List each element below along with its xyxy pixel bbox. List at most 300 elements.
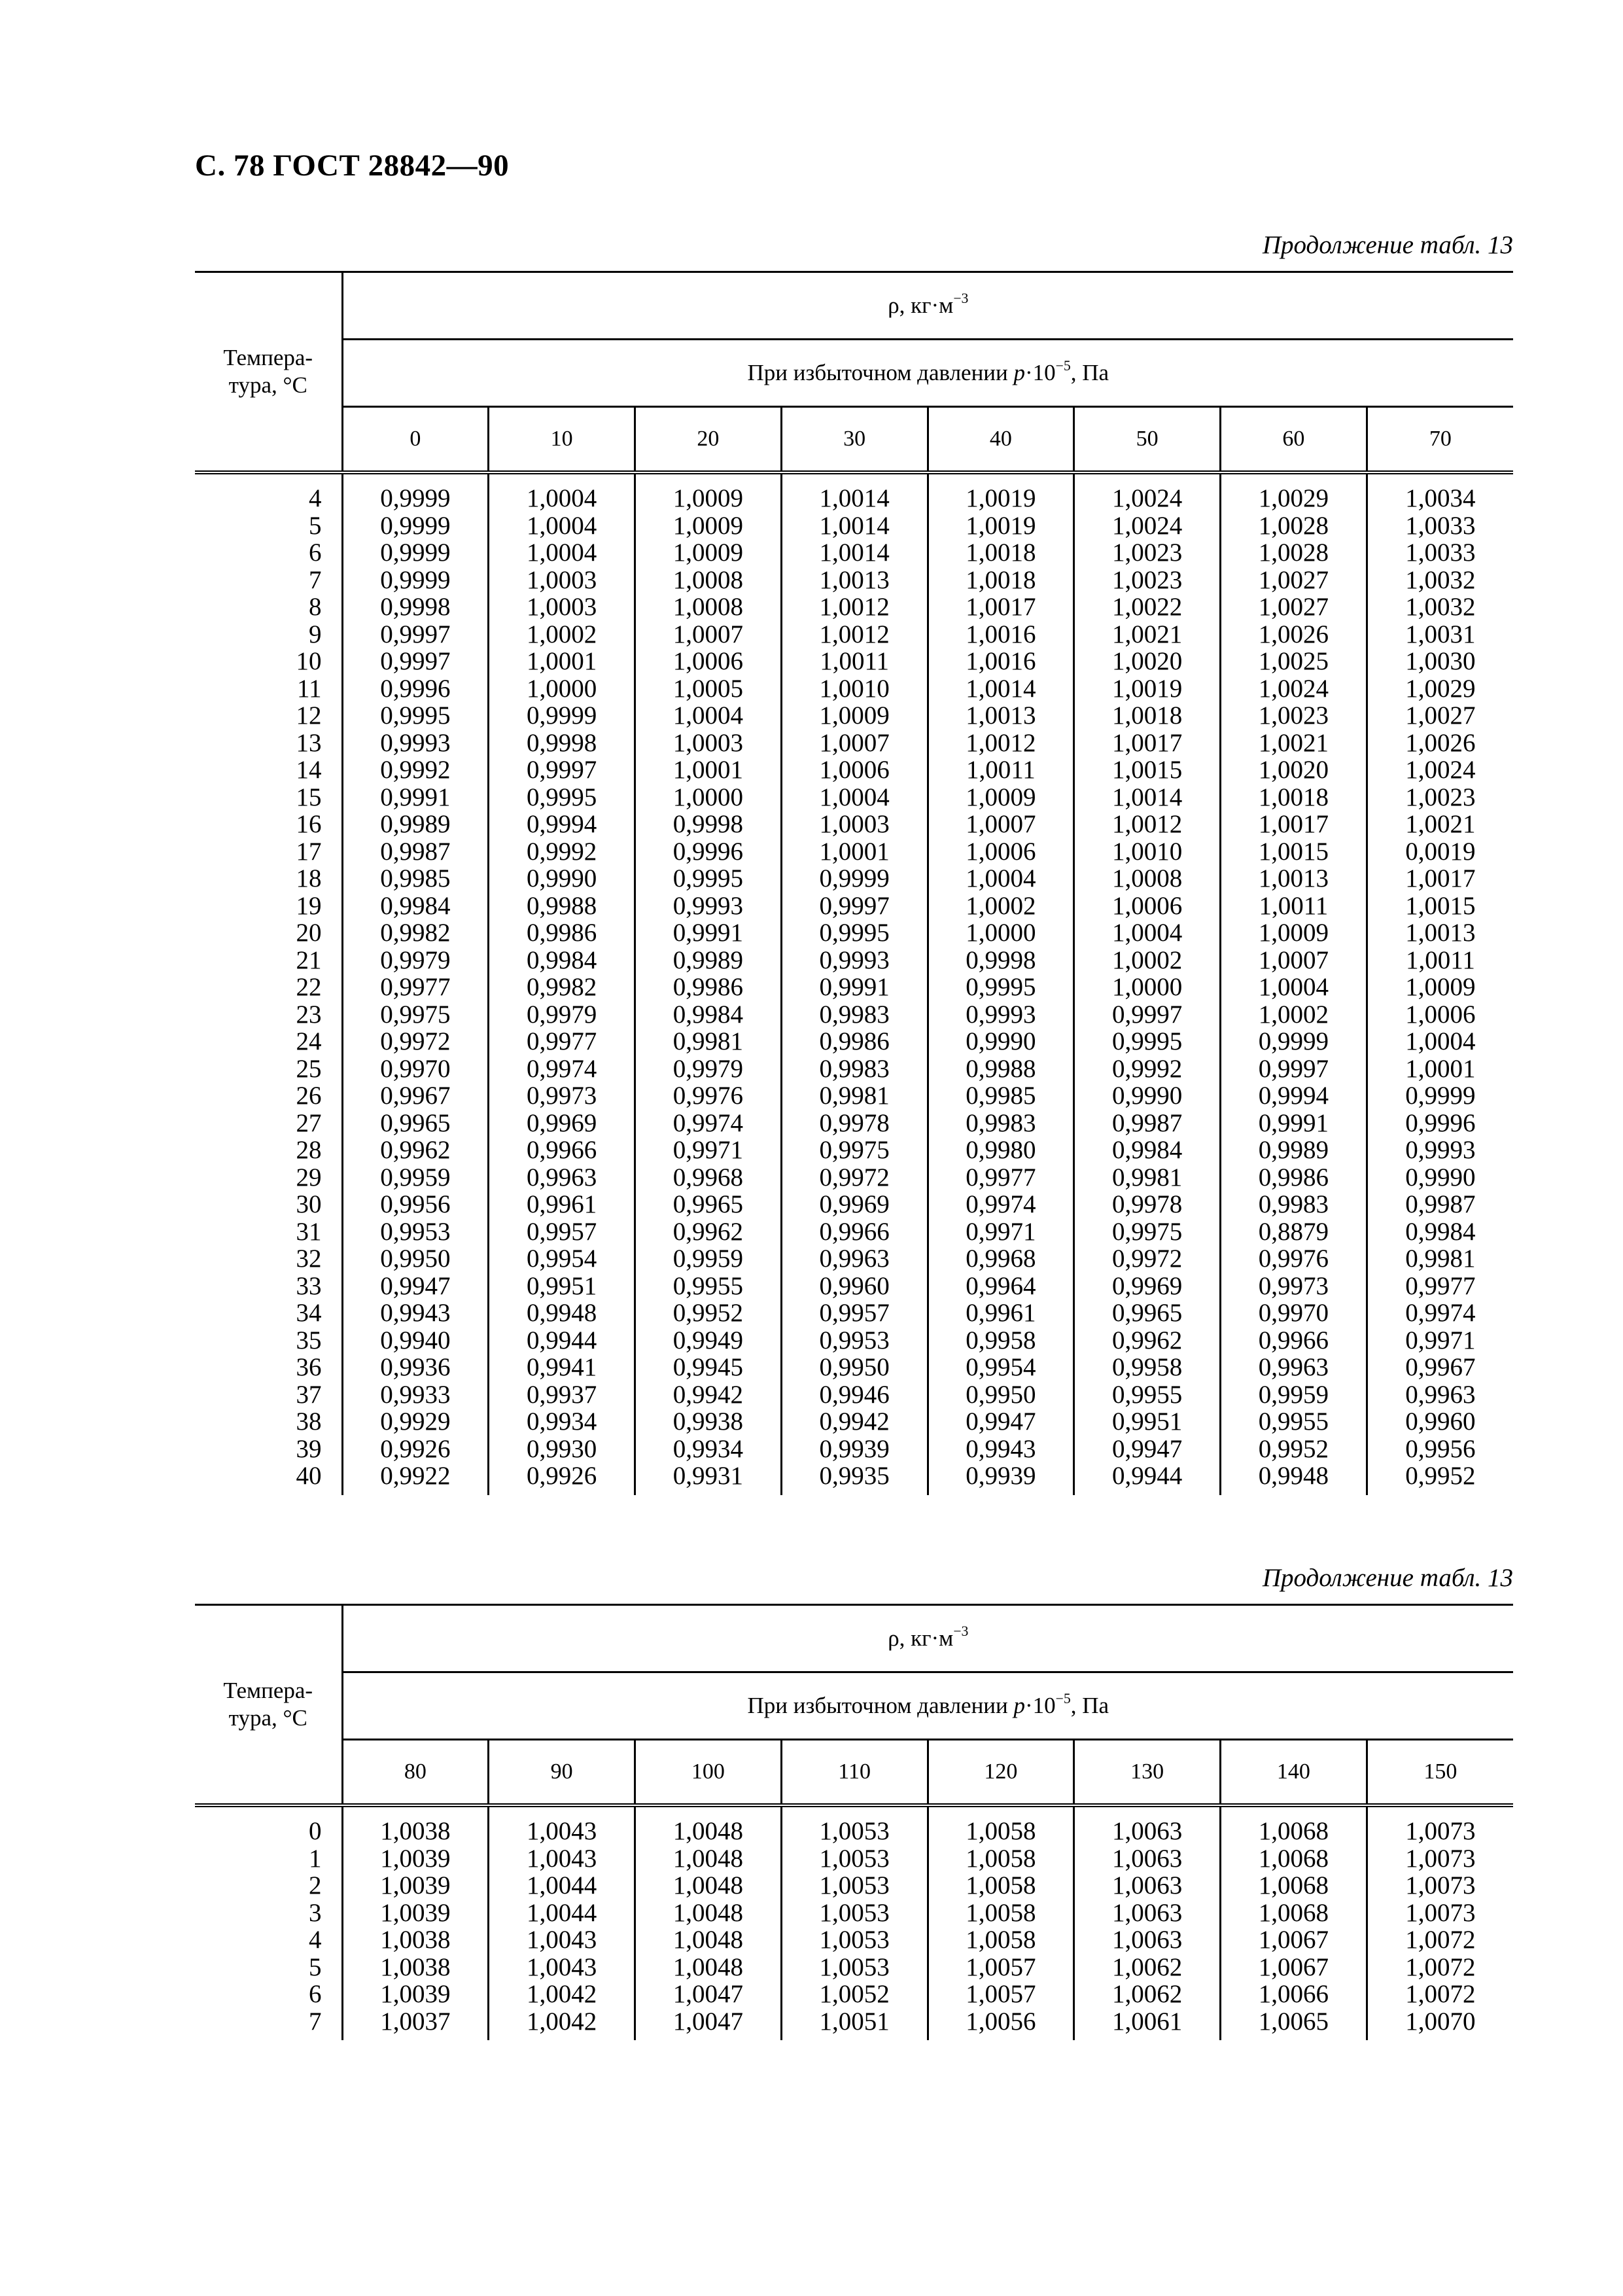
- density-cell: 1,0057: [928, 1981, 1074, 2008]
- density-cell: 1,0006: [928, 838, 1074, 866]
- density-cell: 0,9981: [1405, 1245, 1476, 1273]
- density-cell: 0,9951: [489, 1273, 635, 1300]
- density-cell: 0,9998: [928, 947, 1074, 974]
- density-cell: 1,0068: [1221, 1805, 1367, 1845]
- density-cell: 1,0048: [635, 1954, 782, 1981]
- temperature-header-line1: Темпера-: [223, 345, 313, 370]
- density-cell: 1,0022: [1074, 593, 1221, 621]
- table-row: [195, 1218, 1513, 1246]
- temperature-cell: 20: [195, 919, 342, 947]
- table-row: [195, 1436, 1513, 1463]
- temperature-cell: 7: [195, 2008, 342, 2041]
- density-cell: 1,0023: [1074, 567, 1221, 594]
- temperature-header: [195, 1605, 342, 1806]
- table-row: [195, 838, 1513, 866]
- density-cell: 1,0021: [1221, 730, 1367, 757]
- density-cell: 0,9997: [489, 756, 635, 784]
- density-cell: 0,9981: [635, 1028, 782, 1055]
- density-cell: 0,9957: [781, 1299, 928, 1327]
- temperature-cell: 30: [195, 1191, 342, 1218]
- table-row: [195, 1805, 1513, 1845]
- density-cell: 1,0014: [781, 472, 928, 512]
- density-cell: 1,0032: [1405, 593, 1476, 621]
- density-cell: 1,0053: [781, 1954, 928, 1981]
- density-cell: 0,9963: [1221, 1354, 1367, 1381]
- pressure-column-header: 140: [1221, 1740, 1367, 1806]
- density-cell: 1,0008: [1074, 865, 1221, 892]
- table-row: [195, 730, 1513, 757]
- density-cell: 1,0072: [1405, 1952, 1476, 1981]
- temperature-cell: 22: [195, 974, 342, 1001]
- density-cell: 1,0001: [781, 838, 928, 866]
- density-cell: 0,9995: [342, 702, 489, 730]
- temperature-header-line2: тура, °С: [228, 1705, 307, 1731]
- density-cell: 0,9993: [342, 730, 489, 757]
- density-cell: 1,0048: [635, 1872, 782, 1899]
- temperature-cell: 4: [195, 1926, 342, 1954]
- table-row: [195, 2008, 1513, 2041]
- table-row: [195, 1462, 1513, 1495]
- temperature-cell: 14: [195, 756, 342, 784]
- density-cell: 1,0013: [781, 567, 928, 594]
- density-cell: 1,0048: [635, 1926, 782, 1954]
- density-cell: 1,0029: [1405, 674, 1476, 703]
- density-cell: 1,0000: [1074, 974, 1221, 1001]
- density-cell: 1,0010: [781, 675, 928, 703]
- density-cell: 1,0038: [342, 1954, 489, 1981]
- temperature-cell: 26: [195, 1082, 342, 1110]
- density-cell: 1,0002: [928, 892, 1074, 920]
- table-row: [195, 1408, 1513, 1436]
- density-cell: 0,9980: [928, 1137, 1074, 1164]
- density-cell: 1,0019: [928, 472, 1074, 512]
- density-cell: 0,9952: [1221, 1436, 1367, 1463]
- density-cell: 1,0004: [489, 472, 635, 512]
- density-cell: 0,9984: [635, 1001, 782, 1029]
- density-cell: 1,0066: [1221, 1981, 1367, 2008]
- density-cell: 1,0004: [489, 512, 635, 540]
- density-cell: 0,9985: [928, 1082, 1074, 1110]
- density-cell: 0,9949: [635, 1327, 782, 1354]
- density-cell: 1,0023: [1405, 783, 1476, 811]
- density-table: [195, 271, 1513, 1495]
- density-cell: 1,0018: [928, 567, 1074, 594]
- density-cell: 0,9997: [342, 648, 489, 675]
- temperature-cell: 8: [195, 593, 342, 621]
- temperature-cell: 18: [195, 865, 342, 892]
- density-cell: 0,9973: [489, 1082, 635, 1110]
- density-cell: 0,9996: [342, 675, 489, 703]
- density-cell: 0,9974: [1405, 1299, 1476, 1327]
- density-cell: 1,0001: [489, 648, 635, 675]
- density-cell: 1,0020: [1074, 648, 1221, 675]
- density-cell: 1,0020: [1221, 756, 1367, 784]
- density-cell: 1,0053: [781, 1845, 928, 1873]
- density-cell: 1,0048: [635, 1845, 782, 1873]
- table-row: [195, 539, 1513, 567]
- density-cell: 1,0065: [1221, 2008, 1367, 2041]
- density-cell: 0,9999: [342, 539, 489, 567]
- density-cell: 0,9979: [342, 947, 489, 974]
- density-cell: 1,0043: [489, 1954, 635, 1981]
- density-cell: 0,9998: [342, 593, 489, 621]
- density-cell: 1,0009: [635, 539, 782, 567]
- density-cell: 1,0058: [928, 1872, 1074, 1899]
- temperature-cell: 2: [195, 1872, 342, 1899]
- table-row: [195, 512, 1513, 540]
- density-cell: 1,0062: [1074, 1981, 1221, 2008]
- table-row: [195, 675, 1513, 703]
- density-cell: 0,9968: [928, 1245, 1074, 1273]
- density-cell: 1,0016: [928, 648, 1074, 675]
- density-cell: 1,0002: [489, 621, 635, 648]
- table-row: [195, 947, 1513, 974]
- density-cell: 1,0017: [1405, 864, 1476, 892]
- temperature-cell: 39: [195, 1436, 342, 1463]
- density-cell: 1,0033: [1405, 539, 1476, 567]
- density-cell: 1,0013: [928, 702, 1074, 730]
- density-cell: 0,9998: [489, 730, 635, 757]
- temperature-cell: 15: [195, 784, 342, 811]
- density-cell: 0,9960: [1405, 1407, 1476, 1436]
- density-cell: 1,0028: [1221, 512, 1367, 540]
- density-cell: 1,0016: [928, 621, 1074, 648]
- density-cell: 0,9940: [342, 1327, 489, 1354]
- temperature-cell: 32: [195, 1245, 342, 1273]
- page-header: С. 78 ГОСТ 28842—90: [195, 149, 510, 183]
- table-row: [195, 648, 1513, 675]
- temperature-cell: 24: [195, 1028, 342, 1055]
- density-cell: 0,9989: [1221, 1137, 1367, 1164]
- density-cell: 1,0007: [928, 811, 1074, 838]
- density-cell: 1,0013: [1405, 919, 1476, 947]
- density-cell: 1,0019: [1074, 675, 1221, 703]
- density-cell: 0,9926: [489, 1462, 635, 1495]
- density-cell: 0,9943: [342, 1299, 489, 1327]
- density-cell: 1,0039: [342, 1981, 489, 2008]
- density-cell: 0,9959: [635, 1245, 782, 1273]
- density-cell: 0,9950: [928, 1381, 1074, 1409]
- density-cell: 0,9977: [928, 1164, 1074, 1192]
- density-cell: 1,0012: [781, 621, 928, 648]
- density-cell: 0,9966: [781, 1218, 928, 1246]
- density-cell: 0,9947: [1074, 1436, 1221, 1463]
- pressure-header: [342, 1672, 1513, 1740]
- table-row: [195, 1001, 1513, 1029]
- density-cell: 0,9992: [342, 756, 489, 784]
- temperature-cell: 16: [195, 811, 342, 838]
- table-row: [195, 1926, 1513, 1954]
- density-cell: 0,9984: [1074, 1137, 1221, 1164]
- density-cell: 1,0072: [1405, 1980, 1476, 2008]
- density-cell: 1,0043: [489, 1926, 635, 1954]
- density-cell: 1,0067: [1221, 1954, 1367, 1981]
- density-cell: 0,9947: [342, 1273, 489, 1300]
- table-row: [195, 1082, 1513, 1110]
- pressure-column-header: 130: [1074, 1740, 1221, 1806]
- table-row: [195, 1245, 1513, 1273]
- density-cell: 0,9983: [928, 1110, 1074, 1137]
- density-cell: 1,0006: [1405, 1000, 1476, 1029]
- density-cell: 1,0021: [1074, 621, 1221, 648]
- density-cell: 1,0003: [489, 567, 635, 594]
- density-cell: 1,0015: [1074, 756, 1221, 784]
- density-cell: 1,0004: [635, 702, 782, 730]
- density-cell: 1,0011: [1221, 892, 1367, 920]
- temperature-cell: 21: [195, 947, 342, 974]
- density-cell: 0,9951: [1074, 1408, 1221, 1436]
- density-cell: 1,0027: [1221, 567, 1367, 594]
- density-cell: 0,9941: [489, 1354, 635, 1381]
- density-cell: 0,9990: [1074, 1082, 1221, 1110]
- table-row: [195, 1954, 1513, 1981]
- density-cell: 1,0058: [928, 1805, 1074, 1845]
- temperature-cell: 9: [195, 621, 342, 648]
- pressure-column-header: 110: [781, 1740, 928, 1806]
- temperature-cell: 35: [195, 1327, 342, 1354]
- temperature-cell: 37: [195, 1381, 342, 1409]
- density-cell: 1,0044: [489, 1899, 635, 1927]
- density-cell: 0,9984: [489, 947, 635, 974]
- density-cell: 0,9967: [342, 1082, 489, 1110]
- density-cell: 0,9944: [489, 1327, 635, 1354]
- temperature-cell: 13: [195, 730, 342, 757]
- density-cell: 1,0010: [1074, 838, 1221, 866]
- density-cell: 0,9983: [781, 1001, 928, 1029]
- table-row: [195, 1299, 1513, 1327]
- density-cell: 1,0011: [781, 648, 928, 675]
- table-row: [195, 1381, 1513, 1409]
- density-cell: 0,9988: [489, 892, 635, 920]
- density-cell: 1,0039: [342, 1845, 489, 1873]
- density-cell: 1,0073: [1405, 1844, 1476, 1873]
- density-cell: 1,0063: [1074, 1872, 1221, 1899]
- density-cell: 1,0018: [1221, 784, 1367, 811]
- density-cell: 0,9989: [342, 811, 489, 838]
- density-cell: 1,0029: [1221, 472, 1367, 512]
- density-cell: 0,9961: [489, 1191, 635, 1218]
- density-cell: 0,9986: [489, 919, 635, 947]
- temperature-cell: 38: [195, 1408, 342, 1436]
- temperature-cell: 4: [195, 472, 342, 512]
- density-cell: 1,0017: [928, 593, 1074, 621]
- density-cell: 0,9965: [1074, 1299, 1221, 1327]
- density-cell: 0,9974: [928, 1191, 1074, 1218]
- temperature-cell: 17: [195, 838, 342, 866]
- density-cell: 0,9995: [635, 865, 782, 892]
- table-row: [195, 865, 1513, 892]
- density-cell: 1,0063: [1074, 1899, 1221, 1927]
- density-cell: 0,9999: [342, 472, 489, 512]
- density-cell: 0,9969: [489, 1110, 635, 1137]
- density-cell: 1,0004: [1074, 919, 1221, 947]
- density-cell: 0,9999: [342, 512, 489, 540]
- temperature-header-line1: Темпера-: [223, 1678, 313, 1703]
- density-cell: 0,9956: [1405, 1434, 1476, 1463]
- pressure-header-label: При избыточном давлении: [747, 360, 1014, 385]
- density-cell: 0,9985: [342, 865, 489, 892]
- table-row: [195, 1028, 1513, 1055]
- table-row: [195, 472, 1513, 512]
- pressure-column-header: 20: [635, 407, 782, 473]
- density-cell: 1,0003: [781, 811, 928, 838]
- pressure-column-header: 80: [342, 1740, 489, 1806]
- density-cell: 0,9948: [489, 1299, 635, 1327]
- density-cell: 1,0025: [1221, 648, 1367, 675]
- temperature-cell: 11: [195, 675, 342, 703]
- density-cell: 1,0007: [635, 621, 782, 648]
- density-cell: 1,0026: [1221, 621, 1367, 648]
- pressure-column-header: 100: [635, 1740, 782, 1806]
- density-cell: 0,9977: [342, 974, 489, 1001]
- density-cell: 0,9964: [928, 1273, 1074, 1300]
- density-cell: 1,0048: [635, 1805, 782, 1845]
- density-cell: 0,9992: [489, 838, 635, 866]
- density-cell: 1,0012: [781, 593, 928, 621]
- pressure-header: [342, 340, 1513, 407]
- density-cell: 0,9991: [635, 919, 782, 947]
- density-cell: 0,9942: [781, 1408, 928, 1436]
- density-cell: 1,0073: [1405, 1871, 1476, 1899]
- pressure-unit: , Па: [1070, 1693, 1109, 1718]
- density-cell: 1,0053: [781, 1805, 928, 1845]
- temperature-cell: 3: [195, 1899, 342, 1927]
- density-cell: 0,9930: [489, 1436, 635, 1463]
- density-cell: 0,9972: [781, 1164, 928, 1192]
- density-cell: 0,9966: [489, 1137, 635, 1164]
- table-row: [195, 1354, 1513, 1381]
- density-cell: 0,9942: [635, 1381, 782, 1409]
- temperature-cell: 36: [195, 1354, 342, 1381]
- density-cell: 1,0038: [342, 1926, 489, 1954]
- density-cell: 0,9971: [928, 1218, 1074, 1246]
- density-cell: 0,9934: [635, 1436, 782, 1463]
- density-cell: 0,9965: [635, 1191, 782, 1218]
- density-cell: 0,9987: [342, 838, 489, 866]
- density-cell: 0,9982: [489, 974, 635, 1001]
- density-cell: 0,9958: [1074, 1354, 1221, 1381]
- temperature-cell: 5: [195, 1954, 342, 1981]
- density-cell: 0,9953: [781, 1327, 928, 1354]
- density-cell: 0,9990: [928, 1028, 1074, 1055]
- density-cell: 0,0019: [1405, 837, 1476, 866]
- pressure-column-header: 10: [489, 407, 635, 473]
- density-cell: 0,9970: [342, 1055, 489, 1083]
- density-cell: 1,0012: [928, 730, 1074, 757]
- pressure-column-header: 150: [1423, 1759, 1457, 1784]
- table-row: [195, 567, 1513, 594]
- pressure-column-header: 30: [781, 407, 928, 473]
- density-cell: 1,0056: [928, 2008, 1074, 2041]
- table-row: [195, 892, 1513, 920]
- pressure-column-header: 40: [928, 407, 1074, 473]
- density-table: [195, 1604, 1513, 2040]
- density-cell: 1,0063: [1074, 1926, 1221, 1954]
- density-cell: 0,9974: [489, 1055, 635, 1083]
- density-cell: 1,0043: [489, 1805, 635, 1845]
- density-cell: 0,9960: [781, 1273, 928, 1300]
- density-cell: 0,9975: [342, 1001, 489, 1029]
- density-cell: 0,9993: [1405, 1136, 1476, 1164]
- density-cell: 0,9989: [635, 947, 782, 974]
- pressure-variable: p: [1013, 360, 1026, 385]
- density-cell: 0,9994: [489, 811, 635, 838]
- density-cell: 0,9997: [1074, 1001, 1221, 1029]
- density-cell: 1,0042: [489, 1981, 635, 2008]
- density-cell: 0,9935: [781, 1462, 928, 1495]
- density-cell: 1,0023: [1074, 539, 1221, 567]
- density-cell: 1,0043: [489, 1845, 635, 1873]
- density-cell: 0,9999: [1405, 1082, 1476, 1110]
- density-header-exponent: −3: [953, 1623, 969, 1639]
- temperature-cell: 28: [195, 1137, 342, 1164]
- density-cell: 0,9994: [1221, 1082, 1367, 1110]
- density-cell: 0,9971: [635, 1137, 782, 1164]
- density-cell: 0,9976: [635, 1082, 782, 1110]
- temperature-cell: 10: [195, 648, 342, 675]
- density-cell: 0,9993: [781, 947, 928, 974]
- temperature-header-line2: тура, °С: [228, 372, 307, 398]
- density-cell: 1,0007: [1221, 947, 1367, 974]
- table-row: [195, 1872, 1513, 1899]
- density-cell: 0,9967: [1405, 1353, 1476, 1381]
- density-cell: 1,0053: [781, 1899, 928, 1927]
- density-cell: 0,9962: [635, 1218, 782, 1246]
- density-cell: 1,0009: [635, 512, 782, 540]
- density-cell: 1,0068: [1221, 1845, 1367, 1873]
- density-cell: 0,9937: [489, 1381, 635, 1409]
- density-cell: 0,9922: [342, 1462, 489, 1495]
- table-row: [195, 919, 1513, 947]
- density-cell: 0,9958: [928, 1327, 1074, 1354]
- pressure-column-header: 70: [1429, 427, 1452, 451]
- density-cell: 0,9950: [342, 1245, 489, 1273]
- density-cell: 0,9955: [635, 1273, 782, 1300]
- density-cell: 1,0058: [928, 1899, 1074, 1927]
- density-cell: 0,9999: [342, 567, 489, 594]
- density-cell: 0,9986: [635, 974, 782, 1001]
- density-cell: 0,9966: [1221, 1327, 1367, 1354]
- density-cell: 0,9929: [342, 1408, 489, 1436]
- table-caption: Продолжение табл. 13: [1262, 231, 1513, 259]
- density-cell: 1,0000: [635, 784, 782, 811]
- temperature-cell: 33: [195, 1273, 342, 1300]
- density-cell: 0,9957: [489, 1218, 635, 1246]
- density-cell: 0,9968: [635, 1164, 782, 1192]
- density-cell: 0,9983: [1221, 1191, 1367, 1218]
- density-cell: 1,0003: [635, 730, 782, 757]
- density-cell: 1,0000: [489, 675, 635, 703]
- density-cell: 0,9973: [1221, 1273, 1367, 1300]
- density-cell: 0,9975: [1074, 1218, 1221, 1246]
- density-cell: 0,9993: [635, 892, 782, 920]
- density-cell: 0,9992: [1074, 1055, 1221, 1083]
- density-cell: 1,0024: [1221, 675, 1367, 703]
- temperature-cell: 6: [195, 539, 342, 567]
- density-cell: 0,9996: [635, 838, 782, 866]
- table-row: [195, 1981, 1513, 2008]
- density-cell: 0,9982: [342, 919, 489, 947]
- density-cell: 0,9979: [489, 1001, 635, 1029]
- density-cell: 0,9990: [489, 865, 635, 892]
- density-cell: 1,0067: [1221, 1926, 1367, 1954]
- density-cell: 0,9979: [635, 1055, 782, 1083]
- density-cell: 0,9981: [1074, 1164, 1221, 1192]
- temperature-cell: 31: [195, 1218, 342, 1246]
- density-cell: 0,9936: [342, 1354, 489, 1381]
- density-cell: 0,9969: [781, 1191, 928, 1218]
- density-cell: 0,9975: [781, 1137, 928, 1164]
